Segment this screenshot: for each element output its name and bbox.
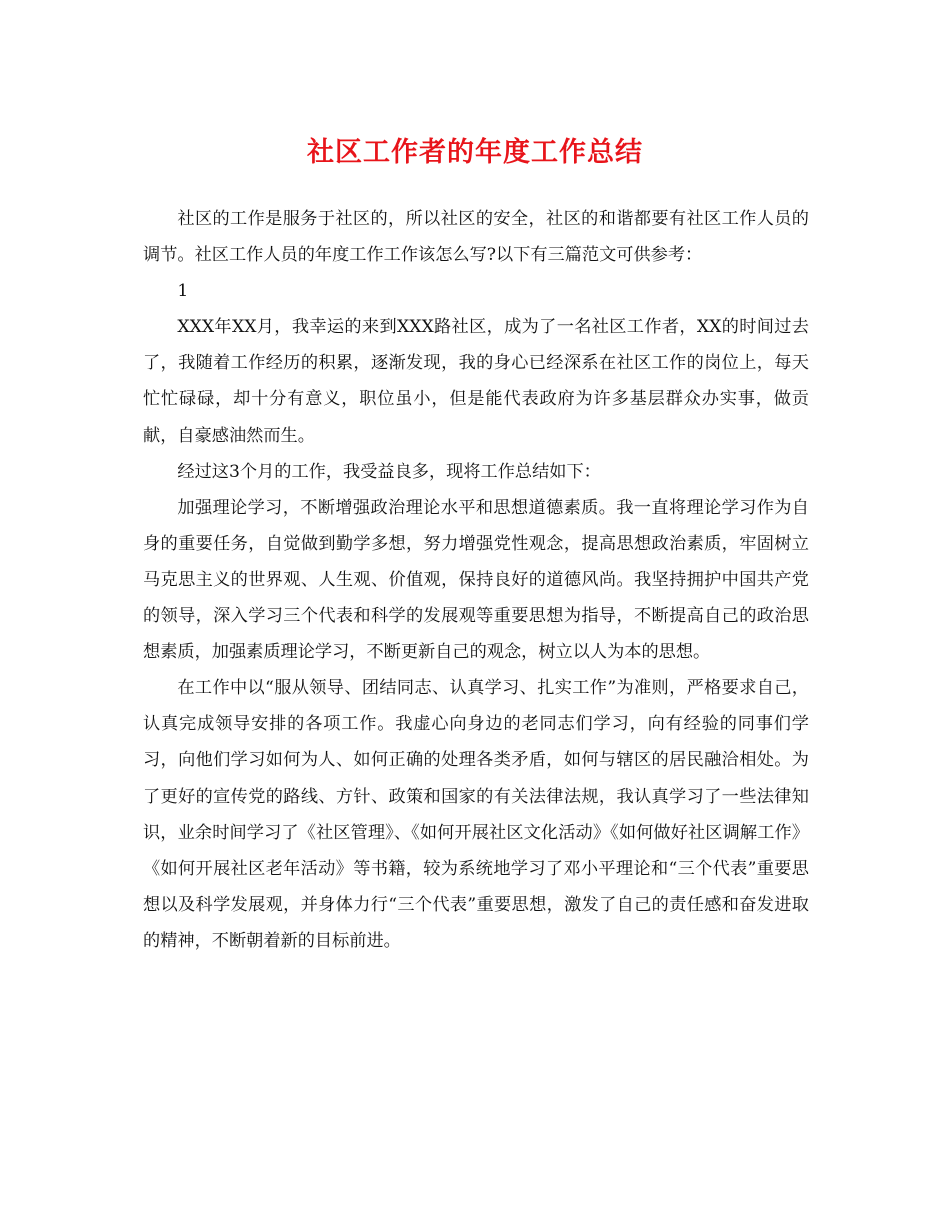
document-body	[143, 201, 809, 959]
paragraph-work-principles: 在工作中以“服从领导、团结同志、认真学习、扎实工作”为准则，严格要求自己，认真完成领导安排的各项工作。我虚心向身边的老同志们学习，向有经验的同事们学习，向他们学习如何为人、如何正确的处理各类矛盾，如何与辖区的居民融洽相处。为了更好的宣传党的路线、方针、政策和国家的有关法律法规，我认真学习了一些法律知识，业余时间学习了《社区管理》、《如何开展社区文化活动》《如何做好社区调解工作》《如何开展社区老年活动》等书籍，较为系统地学习了邓小平理论和“三个代表”重要思想以及科学发展观，并身体力行“三个代表”重要思想，激发了自己的责任感和奋发进取的精神，不断朝着新的目标前进。	[143, 678, 809, 951]
paragraph-intro: 社区的工作是服务于社区的，所以社区的安全，社区的和谐都要有社区工作人员的调节。社区工作人员的年度工作工作该怎么写?以下有三篇范文可供参考：	[143, 209, 809, 266]
paragraph-theory-study: 加强理论学习，不断增强政治理论水平和思想道德素质。我一直将理论学习作为自身的重要任务，自觉做到勤学多想，努力增强党性观念，提高思想政治素质，牢固树立马克思主义的世界观、人生观、价值观，保持良好的道德风尚。我坚持拥护中国共产党的领导，深入学习三个代表和科学的发展观等重要思想为指导，不断提高自己的政治思想素质，加强素质理论学习，不断更新自己的观念，树立以人为本的思想。	[143, 497, 809, 663]
document-title: 社区工作者的年度工作总结	[307, 137, 643, 168]
paragraph-arrival: XXX年XX月，我幸运的来到XXX路社区，成为了一名社区工作者，XX的时间过去了，我随着工作经历的积累，逐渐发现，我的身心已经深系在社区工作的岗位上，每天忙忙碌碌，却十分有意义，职位虽小，但是能代表政府为许多基层群众办实事，做贡献，自豪感油然而生。	[143, 317, 809, 446]
paragraph-summary-lead: 经过这3个月的工作，我受益良多，现将工作总结如下：	[177, 461, 601, 482]
paragraph-section-number: 1	[177, 281, 189, 302]
